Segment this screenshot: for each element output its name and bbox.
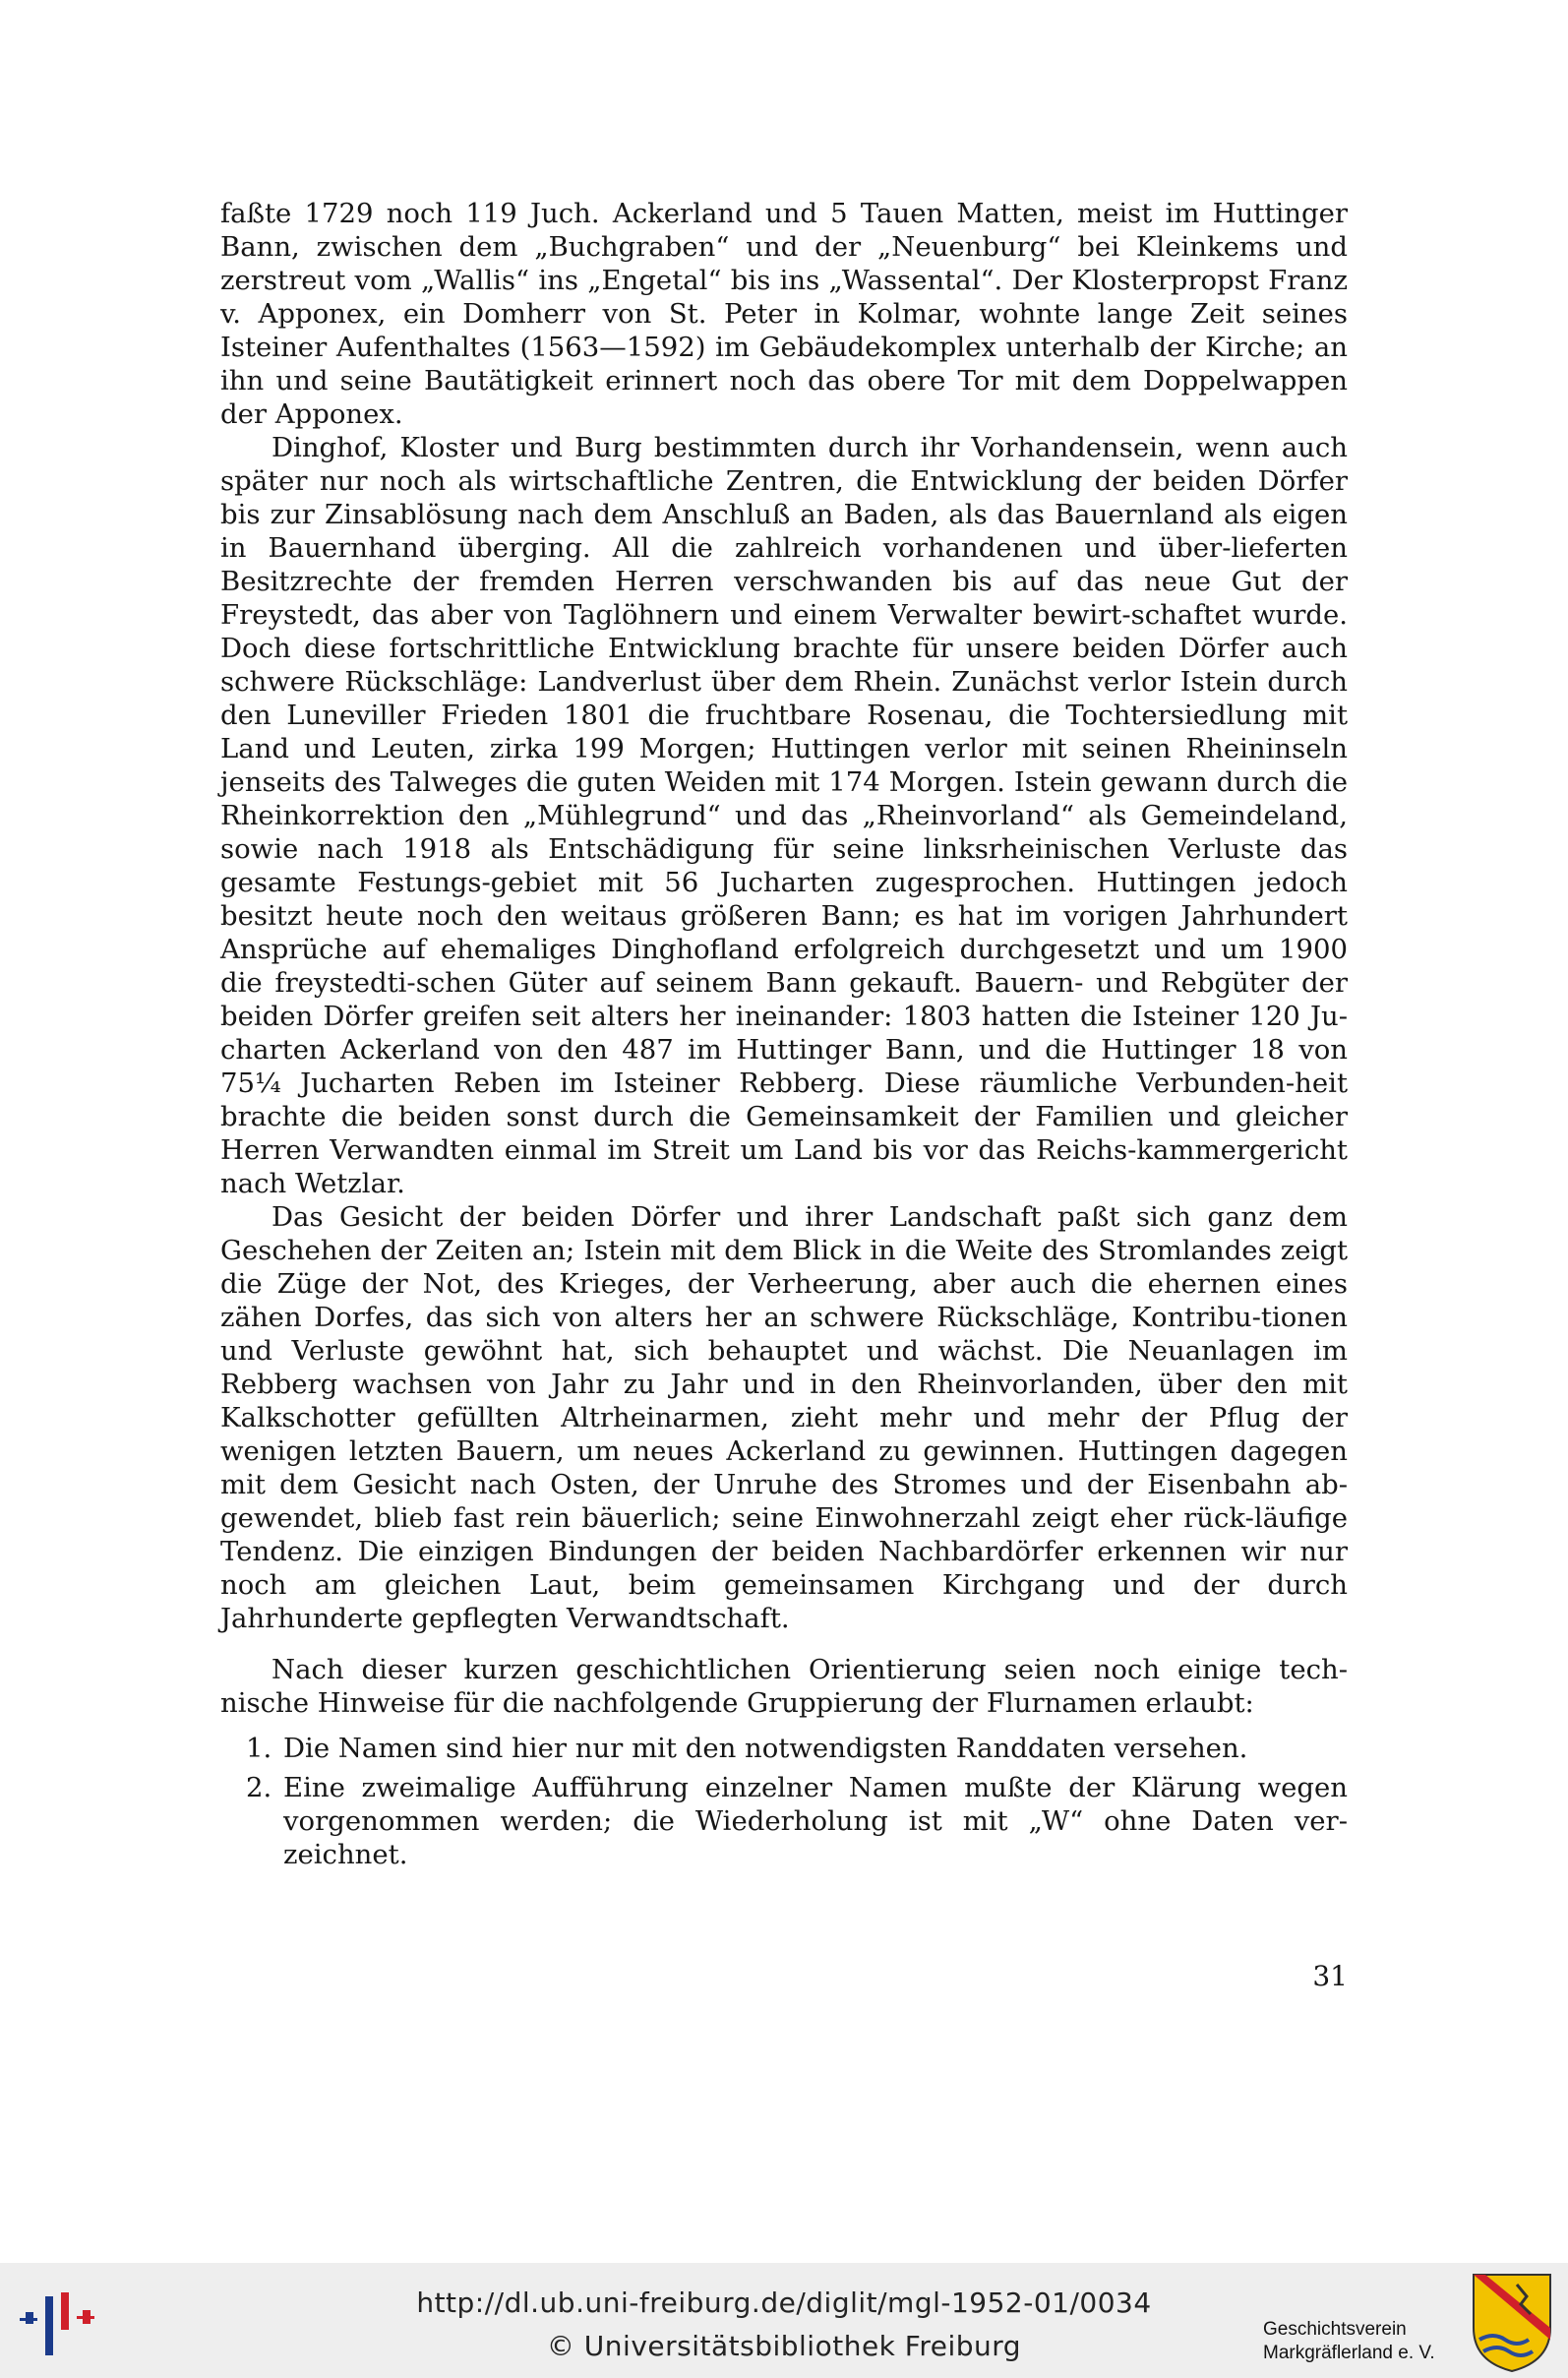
society-line: Markgräflerland e. V. [1263, 2343, 1435, 2363]
page-body [220, 197, 1348, 1877]
paragraph: faßte 1729 noch 119 Juch. Ackerland und 5 Tauen Matten, meist im Huttinger Bann, zwischen dem „Buchgraben“ und der „Neuenburg“ bei Kleinkems und zerstreut vom „Wallis“ ins „Engetal“ bis ins „Wassental“. Der Klosterpropst Franz v. Apponex, ein Domherr von St. Peter in Kolmar, wohnte lange Zeit seines Isteiner Aufenthaltes (1563—1592) im Gebäudekomplex unterhalb der Kirche; an ihn und seine Bautätigkeit erinnert noch das obere Tor mit dem Doppelwappen der Apponex. [220, 198, 1348, 430]
paragraph: Das Gesicht der beiden Dörfer und ihrer Landschaft paßt sich ganz dem Geschehen der Zeiten an; Istein mit dem Blick in die Weite des Stromlandes zeigt die Züge der Not, des Krieges, der Verheerung, aber auch die ehernen eines zähen Dorfes, das sich von alters her an schwere Rückschläge, Kontribu-tionen und Verluste gewöhnt hat, sich behauptet und wächst. Die Neuanlagen im Rebberg wachsen von Jahr zu Jahr und in den Rheinvorlanden, über den mit Kalkschotter gefüllten Altrheinarmen, zieht mehr und mehr der Pflug der wenigen letzten Bauern, um neues Ackerland zu gewinnen. Huttingen dagegen mit dem Gesicht nach Osten, der Unruhe des Stromes und der Eisenbahn ab-gewendet, blieb fast rein bäuerlich; seine Einwohnerzahl zeigt eher rück-läufige Tendenz. Die einzigen Bindungen der beiden Nachbardörfer erkennen wir nur noch am gleichen Laut, beim gemeinsamen Kirchgang und der durch Jahrhunderte gepflegten Verwandtschaft. [220, 1201, 1348, 1634]
society-name [1263, 2318, 1435, 2365]
list-item [220, 1771, 1348, 1871]
society-line: Geschichtsverein [1263, 2319, 1407, 2340]
paragraph: Dinghof, Kloster und Burg bestimmten durch ihr Vorhandensein, wenn auch später nur noch als wirtschaftliche Zentren, die Entwicklung der beiden Dörfer bis zur Zinsablösung nach dem Anschluß an Baden, als das Bauernland als eigen in Bauernhand überging. All die zahlreich vorhandenen und über-lieferten Besitzrechte der fremden Herren verschwanden bis auf das neue Gut der Freystedt, das aber von Taglöhnern und einem Verwalter bewirt-schaftet wurde. Doch diese fortschrittliche Entwicklung brachte für unsere beiden Dörfer auch schwere Rückschläge: Landverlust über dem Rhein. Zunächst verlor Istein durch den Luneviller Frieden 1801 die fruchtbare Rosenau, die Tochtersiedlung mit Land und Leuten, zirka 199 Morgen; Huttingen verlor mit seinen Rheininseln jenseits des Talweges die guten Weiden mit 174 Morgen. Istein gewann durch die Rheinkorrektion den „Mühlegrund“ und das „Rheinvorland“ als Gemeindeland, sowie nach 1918 als Entschädigung für seine linksrheinischen Verluste das gesamte Festungs-gebiet mit 56 Jucharten zugesprochen. Huttingen jedoch besitzt heute noch den weitaus größeren Bann; es hat im vorigen Jahrhundert Ansprüche auf ehemaliges Dinghofland erfolgreich durchgesetzt und um 1900 die freystedti-schen Güter auf seinem Bann gekauft. Bauern- und Rebgüter der beiden Dörfer greifen seit alters her ineinander: 1803 hatten die Isteiner 120 Ju-charten Ackerland von den 487 im Huttinger Bann, und die Huttinger 18 von 75¼ Jucharten Reben im Isteiner Rebberg. Diese räumliche Verbunden-heit brachte die beiden sonst durch die Gemeinsamkeit der Familien und gleicher Herren Verwandten einmal im Streit um Land bis vor das Reichs-kammergericht nach Wetzlar. [220, 432, 1348, 1199]
list-number: 1. [246, 1733, 272, 1764]
footer-bar [0, 2263, 1568, 2378]
numbered-list [220, 1732, 1348, 1871]
copyright-text: © Universitätsbibliothek Freiburg [546, 2330, 1022, 2362]
list-number: 2. [246, 1772, 272, 1803]
source-url-link[interactable]: http://dl.ub.uni-freiburg.de/diglit/mgl-1952-01/0034 [416, 2287, 1152, 2319]
paragraph: Nach dieser kurzen geschichtlichen Orientierung seien noch einige tech-nische Hinweise für die nachfolgende Gruppierung der Flurnamen erlaubt: [220, 1654, 1348, 1719]
coat-of-arms-icon [1470, 2271, 1554, 2373]
list-text: Eine zweimalige Aufführung einzelner Namen mußte der Klärung wegen vorgenommen werden; die Wiederholung ist mit „W“ ohne Daten ver-zeichnet. [283, 1772, 1348, 1870]
page-number: 31 [1312, 1960, 1348, 1992]
list-item [220, 1732, 1348, 1765]
list-text: Die Namen sind hier nur mit den notwendigsten Randdaten versehen. [283, 1733, 1248, 1764]
